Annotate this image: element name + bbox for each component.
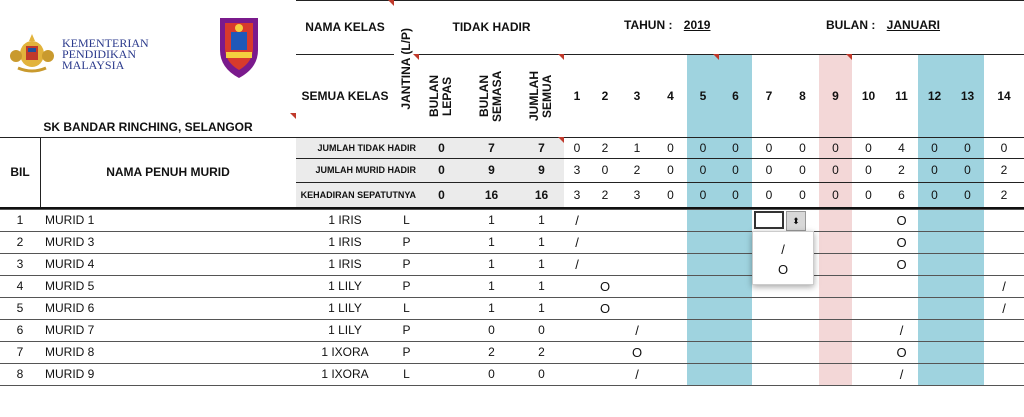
attendance-cell[interactable] <box>918 363 951 385</box>
student-name[interactable]: MURID 9 <box>45 367 95 381</box>
student-name[interactable]: MURID 5 <box>45 279 95 293</box>
summary-day-value: 3 <box>633 187 641 202</box>
attendance-cell[interactable] <box>918 341 951 363</box>
summary-day-value: 0 <box>931 187 938 202</box>
tahun-field <box>624 18 710 32</box>
summary-day-value: 0 <box>765 140 773 155</box>
attendance-cell[interactable] <box>654 319 687 341</box>
attendance-cell[interactable]: O <box>896 256 907 272</box>
attendance-cell[interactable] <box>819 297 852 319</box>
summary-day-value: 0 <box>732 187 739 202</box>
student-bulan-semasa: 1 <box>488 279 495 293</box>
summary-day-value: 3 <box>573 187 581 202</box>
attendance-cell[interactable] <box>984 231 1024 253</box>
student-bulan-semasa: 1 <box>488 257 495 271</box>
bulan-value[interactable]: JANUARI <box>886 18 941 32</box>
day-1-header: 1 <box>573 88 581 103</box>
attendance-cell[interactable] <box>786 363 819 385</box>
student-jantina[interactable]: L <box>403 213 410 227</box>
day-10-header: 10 <box>861 88 876 103</box>
dropdown-option[interactable]: O <box>777 262 789 277</box>
row-bil: 2 <box>16 235 24 249</box>
grid-line <box>0 275 1024 276</box>
student-bulan-lepas[interactable] <box>419 209 464 231</box>
attendance-cell[interactable] <box>687 231 719 253</box>
student-jumlah: 0 <box>538 323 545 337</box>
student-kelas[interactable]: 1 IRIS <box>328 213 362 227</box>
summary-jumlah: 7 <box>519 137 564 158</box>
attendance-cell[interactable] <box>984 319 1024 341</box>
attendance-cell[interactable] <box>852 341 885 363</box>
attendance-cell[interactable] <box>719 341 752 363</box>
attendance-cell[interactable] <box>885 297 918 319</box>
student-bulan-semasa: 2 <box>488 345 495 359</box>
row-bil: 1 <box>16 213 24 227</box>
student-jantina[interactable]: P <box>402 257 411 271</box>
ministry-name-line: KEMENTERIAN <box>62 36 149 50</box>
summary-day-value: 0 <box>667 140 674 155</box>
student-kelas[interactable]: 1 IXORA <box>321 367 369 381</box>
attendance-cell[interactable] <box>984 363 1024 385</box>
attendance-cell[interactable] <box>687 209 719 231</box>
attendance-cell[interactable] <box>951 319 984 341</box>
row-bil: 8 <box>16 367 24 381</box>
attendance-cell[interactable] <box>752 297 786 319</box>
attendance-cell[interactable] <box>819 341 852 363</box>
student-bulan-semasa: 1 <box>488 301 495 315</box>
summary-day-value: 1 <box>633 140 641 155</box>
attendance-cell[interactable]: / <box>575 212 579 228</box>
attendance-cell[interactable] <box>654 363 687 385</box>
attendance-cell[interactable] <box>852 297 885 319</box>
summary-bulan-lepas: 0 <box>419 182 464 207</box>
summary-day-value: 0 <box>799 163 806 177</box>
attendance-cell[interactable] <box>590 341 620 363</box>
grid-line <box>296 0 1024 1</box>
student-jantina[interactable]: P <box>402 279 411 293</box>
summary-bulan-semasa: 9 <box>464 158 519 182</box>
grid-line <box>0 385 1024 386</box>
student-jumlah: 1 <box>538 279 545 293</box>
attendance-cell[interactable] <box>590 319 620 341</box>
summary-label: JUMLAH TIDAK HADIR <box>296 137 419 158</box>
student-name[interactable]: MURID 1 <box>45 213 95 227</box>
tidak-hadir-label: TIDAK HADIR <box>452 20 531 34</box>
grid-line <box>296 182 1024 183</box>
attendance-cell[interactable] <box>918 275 951 297</box>
attendance-cell[interactable]: O <box>599 278 611 294</box>
attendance-cell[interactable] <box>752 363 786 385</box>
attendance-cell[interactable]: / <box>575 234 579 250</box>
summary-jumlah: 16 <box>519 182 564 207</box>
bulan-semasa-label: BULAN SEMASA <box>476 69 504 122</box>
student-kelas[interactable]: 1 LILY <box>328 279 362 293</box>
grid-line <box>0 319 1024 320</box>
attendance-cell[interactable] <box>918 319 951 341</box>
student-bulan-semasa: 1 <box>488 235 495 249</box>
summary-day-value: 0 <box>832 187 839 202</box>
bil-header: BIL <box>10 165 30 179</box>
grid-line <box>0 209 1024 210</box>
attendance-cell[interactable] <box>918 209 951 231</box>
student-kelas[interactable]: 1 IRIS <box>328 235 362 249</box>
summary-day-value: 6 <box>898 187 905 202</box>
student-name[interactable]: MURID 4 <box>45 257 95 271</box>
attendance-cell[interactable] <box>984 341 1024 363</box>
student-jantina[interactable]: P <box>402 345 411 359</box>
bulan-lepas-label-header <box>419 54 464 137</box>
summary-bulan-semasa: 16 <box>464 182 519 207</box>
student-name[interactable]: MURID 7 <box>45 323 95 337</box>
student-jantina[interactable]: L <box>403 301 410 315</box>
grid-line <box>0 297 1024 298</box>
row-bil: 7 <box>16 345 24 359</box>
comment-marker <box>846 54 852 60</box>
attendance-cell[interactable] <box>918 231 951 253</box>
attendance-cell[interactable] <box>564 363 590 385</box>
summary-bulan-semasa: 7 <box>464 137 519 158</box>
attendance-cell[interactable]: O <box>896 212 907 228</box>
attendance-cell[interactable] <box>951 209 984 231</box>
attendance-cell[interactable] <box>951 363 984 385</box>
attendance-cell[interactable] <box>687 319 719 341</box>
attendance-cell[interactable] <box>564 275 590 297</box>
day-11-header: 11 <box>895 88 908 103</box>
summary-day-value: 0 <box>765 163 773 177</box>
attendance-cell[interactable]: O <box>599 300 611 316</box>
summary-day-value: 0 <box>699 140 707 155</box>
attendance-cell[interactable] <box>654 341 687 363</box>
attendance-cell[interactable]: / <box>635 366 639 382</box>
summary-day-value: 0 <box>732 163 739 177</box>
attendance-cell[interactable] <box>620 275 654 297</box>
summary-day-value: 0 <box>601 163 609 177</box>
student-jumlah: 1 <box>538 235 545 249</box>
attendance-cell[interactable] <box>719 319 752 341</box>
student-bulan-lepas[interactable] <box>419 231 464 253</box>
summary-day-value: 2 <box>1000 187 1008 202</box>
grid-line <box>0 341 1024 342</box>
summary-day-value: 0 <box>765 187 773 202</box>
bulan-field <box>826 18 940 32</box>
summary-day-value: 2 <box>601 140 609 155</box>
comment-marker <box>413 54 419 60</box>
day-13-header: 13 <box>960 88 975 103</box>
attendance-cell[interactable] <box>564 341 590 363</box>
semua-kelas-label: SEMUA KELAS <box>301 88 389 103</box>
summary-day-value: 0 <box>832 140 839 155</box>
summary-day-value: 0 <box>799 187 806 202</box>
summary-day-value: 0 <box>699 187 707 202</box>
comment-marker <box>558 137 564 143</box>
attendance-cell[interactable] <box>654 297 687 319</box>
attendance-cell[interactable] <box>984 253 1024 275</box>
summary-day-value: 0 <box>931 140 938 155</box>
comment-marker <box>290 113 296 119</box>
attendance-cell[interactable] <box>719 363 752 385</box>
summary-day-value: 3 <box>573 163 581 177</box>
student-name[interactable]: MURID 6 <box>45 301 95 315</box>
nama-kelas-label: NAMA KELAS <box>305 20 385 34</box>
jumlah-semua-label: JUMLAH SEMUA <box>526 70 554 121</box>
summary-day-value: 0 <box>865 140 872 155</box>
attendance-cell[interactable]: / <box>1002 300 1006 316</box>
row-bil: 6 <box>16 323 24 337</box>
attendance-cell[interactable] <box>951 231 984 253</box>
attendance-cell[interactable] <box>687 297 719 319</box>
day-7-header: 7 <box>765 88 773 103</box>
attendance-cell[interactable] <box>752 341 786 363</box>
summary-day-value: 0 <box>573 140 581 155</box>
day-3-header: 3 <box>633 88 641 103</box>
attendance-cell[interactable]: / <box>899 366 904 382</box>
attendance-cell[interactable] <box>687 341 719 363</box>
row-bil: 5 <box>16 301 24 315</box>
attendance-cell[interactable] <box>687 275 719 297</box>
summary-day-value: 0 <box>931 163 938 177</box>
student-jantina[interactable]: P <box>402 235 411 249</box>
day-4-header: 4 <box>667 88 674 103</box>
attendance-cell[interactable] <box>719 209 752 231</box>
comment-marker <box>558 54 564 60</box>
attendance-cell[interactable] <box>819 319 852 341</box>
grid-line <box>296 158 1024 159</box>
day-8-header: 8 <box>799 88 806 103</box>
attendance-cell[interactable] <box>564 297 590 319</box>
attendance-cell[interactable] <box>984 209 1024 231</box>
summary-day-value: 2 <box>633 163 641 177</box>
attendance-cell[interactable] <box>852 209 885 231</box>
grid-line <box>0 231 1024 232</box>
row-bil: 4 <box>16 279 24 293</box>
ministry-name <box>62 38 149 71</box>
bulan-semasa-label-header <box>464 54 519 137</box>
student-bulan-semasa: 1 <box>488 213 495 227</box>
student-kelas[interactable]: 1 IXORA <box>321 345 369 359</box>
attendance-cell[interactable] <box>852 363 885 385</box>
attendance-cell[interactable] <box>951 297 984 319</box>
attendance-cell[interactable]: / <box>899 322 904 338</box>
attendance-cell[interactable] <box>819 231 852 253</box>
summary-day-value: 0 <box>832 163 839 177</box>
jantina-label: JANTINA (L/P) <box>399 27 413 110</box>
ministry-name-line: MALAYSIA <box>62 58 125 72</box>
summary-day-value: 2 <box>1000 163 1008 177</box>
summary-day-value: 0 <box>964 140 971 155</box>
attendance-cell[interactable] <box>786 341 819 363</box>
student-bulan-semasa: 0 <box>488 367 495 381</box>
student-jumlah: 1 <box>538 301 545 315</box>
attendance-cell[interactable] <box>786 297 819 319</box>
attendance-cell[interactable] <box>590 253 620 275</box>
tahun-value[interactable]: 2019 <box>683 18 711 32</box>
attendance-cell[interactable] <box>819 275 852 297</box>
attendance-cell[interactable] <box>951 341 984 363</box>
attendance-cell[interactable] <box>885 275 918 297</box>
summary-label: JUMLAH MURID HADIR <box>296 158 419 182</box>
attendance-cell[interactable]: / <box>575 256 579 272</box>
attendance-cell[interactable] <box>654 209 687 231</box>
attendance-cell[interactable] <box>654 275 687 297</box>
attendance-cell[interactable] <box>654 231 687 253</box>
day-14-header: 14 <box>997 88 1011 103</box>
summary-jumlah: 9 <box>519 158 564 182</box>
attendance-cell[interactable] <box>719 275 752 297</box>
grid-line <box>40 137 41 209</box>
jumlah-semua-label-header <box>519 54 564 137</box>
student-bulan-lepas[interactable] <box>419 341 464 363</box>
attendance-cell[interactable]: O <box>631 344 643 360</box>
row-bil: 3 <box>16 257 24 271</box>
attendance-cell[interactable] <box>654 253 687 275</box>
attendance-cell[interactable] <box>918 297 951 319</box>
day-5-header: 5 <box>699 88 707 103</box>
dropdown-toggle-icon[interactable]: ⬍ <box>786 211 806 231</box>
student-bulan-lepas[interactable] <box>419 297 464 319</box>
grid-line <box>564 54 1024 55</box>
summary-day-value: 2 <box>898 163 905 177</box>
grid-line <box>296 54 394 55</box>
dropdown-option[interactable]: / <box>781 242 785 257</box>
student-bulan-lepas[interactable] <box>419 363 464 385</box>
attendance-cell[interactable] <box>590 363 620 385</box>
summary-day-value: 0 <box>732 140 739 155</box>
day-12-header: 12 <box>927 88 942 103</box>
nama-header: NAMA PENUH MURID <box>106 165 230 179</box>
student-name[interactable]: MURID 3 <box>45 235 95 249</box>
attendance-cell[interactable] <box>951 275 984 297</box>
attendance-cell[interactable] <box>719 231 752 253</box>
jantina-header <box>394 0 419 137</box>
student-jantina[interactable]: L <box>403 367 410 381</box>
summary-bulan-lepas: 0 <box>419 137 464 158</box>
active-cell-input[interactable] <box>754 211 784 229</box>
attendance-cell[interactable] <box>852 231 885 253</box>
day-6-header: 6 <box>732 88 739 103</box>
student-name[interactable]: MURID 8 <box>45 345 95 359</box>
attendance-cell[interactable] <box>819 363 852 385</box>
bulan-label: BULAN : <box>826 18 876 32</box>
school-name: SK BANDAR RINCHING, SELANGOR <box>43 120 253 134</box>
summary-day-value: 0 <box>964 163 971 177</box>
student-bulan-lepas[interactable] <box>419 253 464 275</box>
student-kelas[interactable]: 1 LILY <box>328 301 362 315</box>
attendance-cell[interactable]: / <box>635 322 639 338</box>
attendance-cell[interactable] <box>852 319 885 341</box>
summary-day-value: 0 <box>964 187 971 202</box>
attendance-cell[interactable] <box>687 253 719 275</box>
summary-label: KEHADIRAN SEPATUTNYA <box>296 182 419 207</box>
day-2-header: 2 <box>601 88 609 103</box>
day-9-header: 9 <box>832 88 839 103</box>
attendance-cell[interactable] <box>786 319 819 341</box>
attendance-cell[interactable] <box>564 319 590 341</box>
summary-day-value: 0 <box>865 163 872 177</box>
grid-line <box>0 253 1024 254</box>
attendance-cell[interactable] <box>852 253 885 275</box>
student-kelas[interactable]: 1 IRIS <box>328 257 362 271</box>
summary-bulan-lepas: 0 <box>419 158 464 182</box>
ministry-name-line: PENDIDIKAN <box>62 47 136 61</box>
attendance-cell[interactable] <box>620 231 654 253</box>
attendance-cell[interactable]: O <box>896 234 907 250</box>
student-jumlah: 1 <box>538 213 545 227</box>
student-jumlah: 0 <box>538 367 545 381</box>
summary-day-value: 0 <box>1000 140 1008 155</box>
attendance-cell[interactable] <box>852 275 885 297</box>
attendance-cell[interactable] <box>918 253 951 275</box>
dropdown-menu <box>752 231 814 285</box>
tahun-label: TAHUN : <box>624 18 673 32</box>
student-jantina[interactable]: P <box>402 323 411 337</box>
attendance-cell[interactable] <box>819 209 852 231</box>
attendance-cell[interactable] <box>590 231 620 253</box>
student-bulan-semasa: 0 <box>488 323 495 337</box>
attendance-cell[interactable] <box>819 253 852 275</box>
bulan-lepas-label: BULAN LEPAS <box>426 74 454 117</box>
attendance-cell[interactable] <box>687 363 719 385</box>
attendance-cell[interactable]: O <box>896 344 907 360</box>
summary-day-value: 0 <box>865 187 872 202</box>
student-jumlah: 1 <box>538 257 545 271</box>
summary-day-value: 0 <box>667 163 674 177</box>
attendance-cell[interactable] <box>620 209 654 231</box>
student-bulan-lepas[interactable] <box>419 275 464 297</box>
student-kelas[interactable]: 1 LILY <box>328 323 362 337</box>
grid-line <box>419 54 564 55</box>
summary-day-value: 2 <box>601 187 609 202</box>
summary-day-value: 0 <box>699 163 707 177</box>
attendance-cell[interactable] <box>752 319 786 341</box>
grid-line <box>0 363 1024 364</box>
attendance-cell[interactable] <box>951 253 984 275</box>
school-logo-icon <box>216 12 262 84</box>
attendance-cell[interactable] <box>590 209 620 231</box>
comment-marker <box>713 54 719 60</box>
attendance-cell[interactable]: / <box>1002 278 1006 294</box>
ministry-crest-icon <box>8 32 56 74</box>
comment-marker <box>388 0 394 6</box>
attendance-cell[interactable] <box>620 297 654 319</box>
summary-day-value: 0 <box>667 187 674 202</box>
summary-day-value: 4 <box>898 140 905 155</box>
attendance-cell[interactable] <box>719 253 752 275</box>
attendance-cell[interactable] <box>719 297 752 319</box>
student-bulan-lepas[interactable] <box>419 319 464 341</box>
grid-line <box>0 137 1024 138</box>
summary-day-value: 0 <box>799 140 806 155</box>
attendance-cell[interactable] <box>620 253 654 275</box>
student-jumlah: 2 <box>538 345 545 359</box>
